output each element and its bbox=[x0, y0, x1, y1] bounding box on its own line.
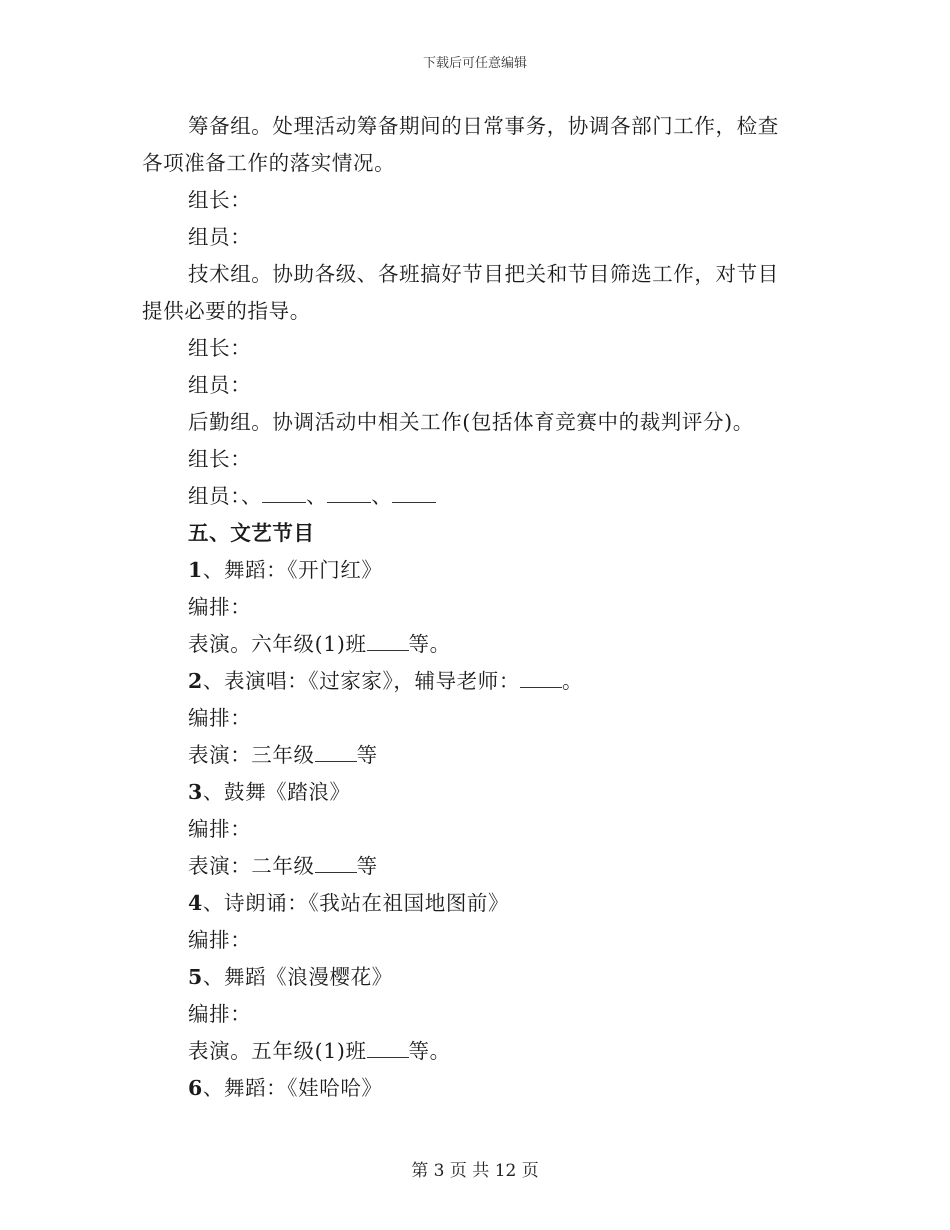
group-member-line: 组员： bbox=[188, 225, 252, 249]
program-item-title bbox=[142, 1070, 807, 1107]
program-item-title bbox=[142, 663, 807, 700]
item-number: 6 bbox=[188, 1076, 203, 1100]
blank-field bbox=[315, 743, 357, 762]
item-title: 、诗朗诵：《我站在祖国地图前》 bbox=[202, 891, 510, 915]
performance-suffix: 等。 bbox=[408, 632, 451, 656]
group-member-line: 组员： bbox=[188, 373, 252, 397]
item-suffix: 。 bbox=[561, 669, 584, 693]
item-title: 、舞蹈：《开门红》 bbox=[202, 558, 383, 582]
blank-field bbox=[327, 484, 371, 503]
item-number: 3 bbox=[188, 780, 203, 804]
member-label: 组员：、 bbox=[188, 484, 263, 508]
program-item-title bbox=[142, 774, 807, 811]
performance-line bbox=[142, 848, 807, 885]
program-item-title bbox=[142, 885, 807, 922]
performance-suffix: 等 bbox=[356, 854, 378, 878]
document-body bbox=[142, 108, 807, 1107]
group-leader-line: 组长： bbox=[188, 447, 252, 471]
paragraph-technical-group: 技术组。协助各级、各班搞好节目把关和节目筛选工作，对节目 bbox=[188, 262, 779, 286]
blank-field bbox=[367, 1039, 409, 1058]
separator: 、 bbox=[371, 484, 393, 508]
item-number: 1 bbox=[188, 558, 203, 582]
paragraph-technical-group-cont: 提供必要的指导。 bbox=[142, 299, 311, 323]
arrangement-line: 编排： bbox=[188, 595, 252, 619]
blank-field bbox=[262, 484, 306, 503]
blank-field bbox=[520, 669, 562, 688]
performance-label: 表演：三年级 bbox=[188, 743, 315, 767]
item-title: 、舞蹈《浪漫樱花》 bbox=[202, 965, 393, 989]
performance-label: 表演。五年级(1)班 bbox=[188, 1039, 367, 1063]
performance-suffix: 等。 bbox=[408, 1039, 451, 1063]
group-leader-line: 组长： bbox=[188, 188, 252, 212]
blank-field bbox=[315, 854, 357, 873]
item-number: 5 bbox=[188, 965, 203, 989]
performance-line bbox=[142, 737, 807, 774]
group-leader-line: 组长： bbox=[188, 336, 252, 360]
arrangement-line: 编排： bbox=[188, 1002, 252, 1026]
performance-line bbox=[142, 626, 807, 663]
paragraph-logistics-group: 后勤组。协调活动中相关工作(包括体育竞赛中的裁判评分)。 bbox=[188, 410, 754, 434]
program-item-title bbox=[142, 959, 807, 996]
arrangement-line: 编排： bbox=[188, 928, 252, 952]
performance-suffix: 等 bbox=[356, 743, 378, 767]
blank-field bbox=[367, 632, 409, 651]
blank-field bbox=[392, 484, 436, 503]
section-heading: 五、文艺节目 bbox=[188, 521, 315, 545]
performance-label: 表演：二年级 bbox=[188, 854, 315, 878]
item-title: 、舞蹈：《娃哈哈》 bbox=[202, 1076, 383, 1100]
arrangement-line: 编排： bbox=[188, 817, 252, 841]
item-title: 、表演唱：《过家家》，辅导老师： bbox=[202, 669, 520, 693]
paragraph-preparation-group-cont: 各项准备工作的落实情况。 bbox=[142, 151, 396, 175]
item-number: 2 bbox=[188, 669, 203, 693]
group-member-line-blanks bbox=[142, 478, 807, 515]
arrangement-line: 编排： bbox=[188, 706, 252, 730]
separator: 、 bbox=[306, 484, 328, 508]
item-number: 4 bbox=[188, 891, 203, 915]
performance-line bbox=[142, 1033, 807, 1070]
item-title: 、鼓舞《踏浪》 bbox=[202, 780, 351, 804]
page-footer: 第 3 页 共 12 页 bbox=[411, 1161, 539, 1181]
performance-label: 表演。六年级(1)班 bbox=[188, 632, 367, 656]
program-item-title bbox=[142, 552, 807, 589]
page-header: 下载后可任意编辑 bbox=[422, 56, 527, 71]
paragraph-preparation-group: 筹备组。处理活动筹备期间的日常事务，协调各部门工作，检查 bbox=[188, 114, 779, 138]
